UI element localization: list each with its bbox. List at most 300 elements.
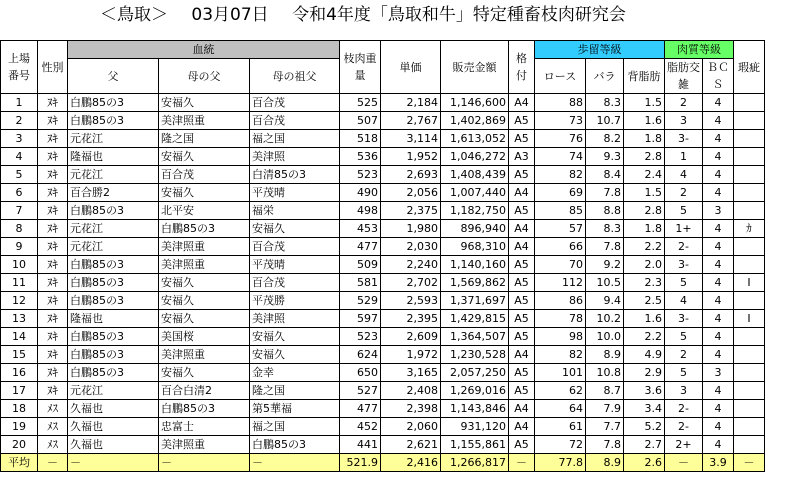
table-cell: 10 xyxy=(1,256,38,274)
table-cell: A5 xyxy=(509,166,535,184)
table-cell: 527 xyxy=(340,382,381,400)
table-cell: A4 xyxy=(509,238,535,256)
table-cell: 2 xyxy=(665,346,703,364)
table-cell: ﾇｷ xyxy=(38,328,68,346)
table-cell: 10.5 xyxy=(586,274,624,292)
table-row xyxy=(1,328,765,346)
table-cell: 1,569,862 xyxy=(441,274,509,292)
table-cell: 1.8 xyxy=(624,220,665,238)
table-cell: 忠富士 xyxy=(159,418,250,436)
table-cell: A5 xyxy=(509,364,535,382)
table-cell: 7.8 xyxy=(586,238,624,256)
table-cell: 白鵬85の3 xyxy=(68,328,159,346)
table-cell: 1,980 xyxy=(381,220,441,238)
table-cell: 2 xyxy=(1,112,38,130)
table-cell: A4 xyxy=(509,418,535,436)
table-cell: 4 xyxy=(703,436,734,454)
table-cell: 2,030 xyxy=(381,238,441,256)
table-row xyxy=(1,202,765,220)
table-cell: 931,120 xyxy=(441,418,509,436)
table-cell: 15 xyxy=(1,346,38,364)
table-cell: 82 xyxy=(535,346,586,364)
table-row xyxy=(1,382,765,400)
table-cell: 安福久 xyxy=(159,274,250,292)
table-cell: I xyxy=(734,310,765,328)
header-quality-group: 肉質等級 xyxy=(665,41,734,59)
table-cell: 14 xyxy=(1,328,38,346)
table-cell: 1.6 xyxy=(624,310,665,328)
table-cell: 3.6 xyxy=(624,382,665,400)
table-cell: 101 xyxy=(535,364,586,382)
table-cell: 477 xyxy=(340,400,381,418)
table-cell: 4 xyxy=(703,382,734,400)
table-cell: 5 xyxy=(665,274,703,292)
table-cell: 久福也 xyxy=(68,400,159,418)
table-cell: ﾇｷ xyxy=(38,274,68,292)
table-cell: 4 xyxy=(703,238,734,256)
table-cell: 2,395 xyxy=(381,310,441,328)
table-cell: 61 xyxy=(535,418,586,436)
table-cell: 7.7 xyxy=(586,418,624,436)
table-cell: 3.4 xyxy=(624,400,665,418)
header-marbling: 脂肪交雑 xyxy=(665,59,703,94)
table-cell: 4 xyxy=(665,166,703,184)
table-cell: 隆福也 xyxy=(68,148,159,166)
table-cell: 98 xyxy=(535,328,586,346)
table-cell: 4 xyxy=(1,148,38,166)
table-cell: 1,408,439 xyxy=(441,166,509,184)
table-cell: 1,402,869 xyxy=(441,112,509,130)
table-cell: 安福久 xyxy=(250,346,340,364)
header-mggf: 母の祖父 xyxy=(250,59,340,94)
table-row xyxy=(1,400,765,418)
table-cell: 美津照重 xyxy=(159,346,250,364)
header-unit-price: 単価 xyxy=(381,41,441,94)
table-cell: 4 xyxy=(703,292,734,310)
header-sex: 性別 xyxy=(38,41,68,94)
table-cell: 1,146,600 xyxy=(441,94,509,112)
table-cell: 477 xyxy=(340,238,381,256)
table-cell: 4 xyxy=(703,256,734,274)
table-cell xyxy=(734,400,765,418)
table-cell: 隆福也 xyxy=(68,310,159,328)
table-cell: 86 xyxy=(535,292,586,310)
table-cell: 441 xyxy=(340,436,381,454)
avg-cell: 2.6 xyxy=(624,454,665,472)
table-cell: 4 xyxy=(703,166,734,184)
table-cell: 968,310 xyxy=(441,238,509,256)
average-row xyxy=(1,454,765,472)
table-row xyxy=(1,94,765,112)
table-cell: 16 xyxy=(1,364,38,382)
table-cell: 久福也 xyxy=(68,436,159,454)
table-cell: 北平安 xyxy=(159,202,250,220)
table-cell: 85 xyxy=(535,202,586,220)
table-cell: 20 xyxy=(1,436,38,454)
table-cell: A5 xyxy=(509,256,535,274)
table-cell: 1 xyxy=(1,94,38,112)
table-cell: ﾇｷ xyxy=(38,166,68,184)
table-cell: 523 xyxy=(340,328,381,346)
avg-cell: 平均 xyxy=(1,454,38,472)
table-cell xyxy=(734,130,765,148)
table-cell: 1,230,528 xyxy=(441,346,509,364)
table-cell: 平茂勝 xyxy=(250,292,340,310)
header-father: 父 xyxy=(68,59,159,94)
table-cell: 隆之国 xyxy=(250,382,340,400)
table-cell: 2,767 xyxy=(381,112,441,130)
table-cell: A4 xyxy=(509,220,535,238)
table-cell: ﾇｷ xyxy=(38,112,68,130)
table-cell: 9.3 xyxy=(586,148,624,166)
table-cell: 8.4 xyxy=(586,166,624,184)
table-cell: 453 xyxy=(340,220,381,238)
table-cell: 7.8 xyxy=(586,436,624,454)
table-cell: 452 xyxy=(340,418,381,436)
avg-cell: － xyxy=(665,454,703,472)
table-cell xyxy=(734,292,765,310)
table-cell xyxy=(734,256,765,274)
table-cell: ﾇｷ xyxy=(38,238,68,256)
table-cell: 1,952 xyxy=(381,148,441,166)
table-cell: ﾒｽ xyxy=(38,436,68,454)
table-cell xyxy=(734,148,765,166)
avg-cell: 3.9 xyxy=(703,454,734,472)
table-cell: 白鵬85の3 xyxy=(68,274,159,292)
table-cell: 11 xyxy=(1,274,38,292)
table-cell: 安福久 xyxy=(159,364,250,382)
table-cell: 美津照 xyxy=(250,310,340,328)
table-cell: 2,056 xyxy=(381,184,441,202)
table-cell: 523 xyxy=(340,166,381,184)
table-cell: 4 xyxy=(703,346,734,364)
table-cell xyxy=(734,418,765,436)
table-cell: 5 xyxy=(665,328,703,346)
table-cell: 7.8 xyxy=(586,184,624,202)
table-cell: 白鵬85の3 xyxy=(68,292,159,310)
table-cell: 9.2 xyxy=(586,256,624,274)
table-row xyxy=(1,310,765,328)
table-cell: 1+ xyxy=(665,220,703,238)
header-defect: 瑕疵 xyxy=(734,41,765,94)
header-yield-group: 歩留等級 xyxy=(535,41,665,59)
table-cell: 8.8 xyxy=(586,202,624,220)
table-cell: 1.5 xyxy=(624,94,665,112)
table-cell: A4 xyxy=(509,94,535,112)
table-row xyxy=(1,220,765,238)
table-cell: ﾇｷ xyxy=(38,184,68,202)
avg-cell: － xyxy=(68,454,159,472)
table-cell: 平茂晴 xyxy=(250,256,340,274)
table-cell: 美津照 xyxy=(250,148,340,166)
table-cell: 4 xyxy=(703,130,734,148)
table-row xyxy=(1,184,765,202)
table-cell: 福栄 xyxy=(250,202,340,220)
table-cell: 3 xyxy=(665,112,703,130)
table-row xyxy=(1,292,765,310)
table-cell: 4.9 xyxy=(624,346,665,364)
table-row xyxy=(1,436,765,454)
avg-cell: 77.8 xyxy=(535,454,586,472)
table-cell: 490 xyxy=(340,184,381,202)
table-cell: 4 xyxy=(703,112,734,130)
table-cell: A5 xyxy=(509,202,535,220)
table-cell: 白鵬85の3 xyxy=(68,256,159,274)
table-cell: 隆之国 xyxy=(159,130,250,148)
table-cell: 安福久 xyxy=(159,94,250,112)
table-cell: 元花江 xyxy=(68,220,159,238)
table-cell: 白鵬85の3 xyxy=(68,112,159,130)
table-cell: 2.2 xyxy=(624,328,665,346)
table-cell: 8.7 xyxy=(586,382,624,400)
table-cell: 4 xyxy=(665,292,703,310)
table-row xyxy=(1,130,765,148)
table-cell: ﾇｷ xyxy=(38,256,68,274)
header-loin: ロース xyxy=(535,59,586,94)
title-event: 令和4年度「鳥取和牛」特定種畜枝肉研究会 xyxy=(292,5,626,25)
table-cell: 元花江 xyxy=(68,382,159,400)
table-cell: 白鵬85の3 xyxy=(159,400,250,418)
table-cell: 白鵬85の3 xyxy=(68,364,159,382)
table-cell: 5 xyxy=(665,364,703,382)
table-cell: 安福久 xyxy=(159,184,250,202)
table-cell: A5 xyxy=(509,436,535,454)
table-cell: 4 xyxy=(703,274,734,292)
table-cell: 2.0 xyxy=(624,256,665,274)
table-cell: 4 xyxy=(703,400,734,418)
table-cell: 4 xyxy=(703,184,734,202)
table-row xyxy=(1,418,765,436)
table-cell: 10.2 xyxy=(586,310,624,328)
table-cell: 7 xyxy=(1,202,38,220)
table-cell: 2.3 xyxy=(624,274,665,292)
table-cell: 百合白清2 xyxy=(159,382,250,400)
table-cell: 安福久 xyxy=(250,220,340,238)
table-cell: 白鵬85の3 xyxy=(68,346,159,364)
table-cell: 518 xyxy=(340,130,381,148)
table-cell: 66 xyxy=(535,238,586,256)
table-cell: A5 xyxy=(509,328,535,346)
table-cell: 1,371,697 xyxy=(441,292,509,310)
header-bcs: ＢＣＳ xyxy=(703,59,734,94)
table-cell xyxy=(734,238,765,256)
table-cell: 10.0 xyxy=(586,328,624,346)
table-cell: 2,593 xyxy=(381,292,441,310)
table-cell xyxy=(734,184,765,202)
table-row xyxy=(1,238,765,256)
table-cell: 650 xyxy=(340,364,381,382)
table-cell: A5 xyxy=(509,292,535,310)
table-cell: 久福也 xyxy=(68,418,159,436)
table-cell: 72 xyxy=(535,436,586,454)
table-cell xyxy=(734,328,765,346)
table-cell: 5.2 xyxy=(624,418,665,436)
table-cell: 3- xyxy=(665,130,703,148)
table-cell: 白鵬85の3 xyxy=(68,94,159,112)
table-cell: 2.4 xyxy=(624,166,665,184)
table-cell: 安福久 xyxy=(250,328,340,346)
table-cell: 7.9 xyxy=(586,400,624,418)
table-cell: 76 xyxy=(535,130,586,148)
table-cell: 624 xyxy=(340,346,381,364)
table-row xyxy=(1,148,765,166)
avg-cell: 521.9 xyxy=(340,454,381,472)
table-cell: 18 xyxy=(1,400,38,418)
table-cell: 8.3 xyxy=(586,94,624,112)
avg-cell: － xyxy=(509,454,535,472)
table-cell: 1,046,272 xyxy=(441,148,509,166)
table-cell: 4 xyxy=(703,148,734,166)
table-cell: 2 xyxy=(665,94,703,112)
table-cell: 4 xyxy=(703,328,734,346)
table-cell: 88 xyxy=(535,94,586,112)
table-cell xyxy=(734,166,765,184)
table-cell: 2.7 xyxy=(624,436,665,454)
table-cell: 4 xyxy=(703,310,734,328)
table-cell: 5 xyxy=(665,202,703,220)
table-cell: 2.8 xyxy=(624,202,665,220)
table-cell: 8.9 xyxy=(586,346,624,364)
header-mgf: 母の父 xyxy=(159,59,250,94)
table-cell: 73 xyxy=(535,112,586,130)
table-cell: 金幸 xyxy=(250,364,340,382)
header-rib: バラ xyxy=(586,59,624,94)
table-cell: 福之国 xyxy=(250,130,340,148)
avg-cell: 8.9 xyxy=(586,454,624,472)
table-cell: 112 xyxy=(535,274,586,292)
table-cell: 2+ xyxy=(665,436,703,454)
page-title xyxy=(0,2,786,28)
table-cell: 元花江 xyxy=(68,166,159,184)
avg-cell: 2,416 xyxy=(381,454,441,472)
table-row xyxy=(1,112,765,130)
table-cell: 2.5 xyxy=(624,292,665,310)
table-cell xyxy=(734,382,765,400)
table-cell: 78 xyxy=(535,310,586,328)
table-cell: 3 xyxy=(703,364,734,382)
table-cell: 2,621 xyxy=(381,436,441,454)
table-cell: 4 xyxy=(703,418,734,436)
table-cell: A5 xyxy=(509,382,535,400)
table-cell: 百合茂 xyxy=(250,274,340,292)
table-row xyxy=(1,364,765,382)
table-cell: 3- xyxy=(665,310,703,328)
table-cell: 1.6 xyxy=(624,112,665,130)
header-sales: 販売金額 xyxy=(441,41,509,94)
table-cell: ﾇｷ xyxy=(38,220,68,238)
table-cell: 2- xyxy=(665,418,703,436)
table-cell: A3 xyxy=(509,148,535,166)
table-cell: 536 xyxy=(340,148,381,166)
table-cell: 581 xyxy=(340,274,381,292)
table-cell: 2 xyxy=(665,184,703,202)
table-cell: 平茂晴 xyxy=(250,184,340,202)
table-cell: 1,007,440 xyxy=(441,184,509,202)
table-cell: 百合茂 xyxy=(250,112,340,130)
table-cell: 64 xyxy=(535,400,586,418)
table-cell: ﾇｷ xyxy=(38,346,68,364)
table-cell: 3,165 xyxy=(381,364,441,382)
table-cell: 1,140,160 xyxy=(441,256,509,274)
table-cell: 百合茂 xyxy=(250,94,340,112)
table-cell: 9 xyxy=(1,238,38,256)
table-cell: 70 xyxy=(535,256,586,274)
table-cell: 2,408 xyxy=(381,382,441,400)
table-row xyxy=(1,166,765,184)
table-cell: 2.8 xyxy=(624,148,665,166)
table-cell: 2,398 xyxy=(381,400,441,418)
table-cell: A5 xyxy=(509,112,535,130)
header-backfat: 背脂肪 xyxy=(624,59,665,94)
table-cell: 1.8 xyxy=(624,130,665,148)
table-cell: 5 xyxy=(1,166,38,184)
table-cell: 525 xyxy=(340,94,381,112)
table-cell: 3,114 xyxy=(381,130,441,148)
table-cell: 1.5 xyxy=(624,184,665,202)
table-cell: 2.9 xyxy=(624,364,665,382)
table-cell: 1 xyxy=(665,148,703,166)
table-cell: 美津照重 xyxy=(159,256,250,274)
avg-cell: 1,266,817 xyxy=(441,454,509,472)
table-cell: 69 xyxy=(535,184,586,202)
table-cell: A4 xyxy=(509,346,535,364)
table-cell: 498 xyxy=(340,202,381,220)
table-cell: 507 xyxy=(340,112,381,130)
table-cell: 2,060 xyxy=(381,418,441,436)
table-cell: 1,182,750 xyxy=(441,202,509,220)
table-cell: 3- xyxy=(665,256,703,274)
table-cell: 2- xyxy=(665,238,703,256)
table-cell: A5 xyxy=(509,130,535,148)
table-cell: 元花江 xyxy=(68,130,159,148)
table-cell: 2,702 xyxy=(381,274,441,292)
table-cell: 福之国 xyxy=(250,418,340,436)
table-cell: 4 xyxy=(703,220,734,238)
avg-cell: － xyxy=(38,454,68,472)
table-cell: 896,940 xyxy=(441,220,509,238)
table-cell: 白鵬85の3 xyxy=(68,202,159,220)
table-cell: 74 xyxy=(535,148,586,166)
title-region: ＜鳥取＞ xyxy=(100,5,168,25)
table-cell: 8.2 xyxy=(586,130,624,148)
table-cell xyxy=(734,436,765,454)
table-cell: 第5華福 xyxy=(250,400,340,418)
table-cell: 10.7 xyxy=(586,112,624,130)
table-cell: 9.4 xyxy=(586,292,624,310)
table-cell: 6 xyxy=(1,184,38,202)
table-cell: 2,057,250 xyxy=(441,364,509,382)
table-cell: 白鵬85の3 xyxy=(250,436,340,454)
header-bloodline: 血統 xyxy=(68,41,340,59)
table-cell: 597 xyxy=(340,310,381,328)
table-cell: 57 xyxy=(535,220,586,238)
table-cell: ﾒｽ xyxy=(38,400,68,418)
table-cell xyxy=(734,202,765,220)
table-cell: 1,143,846 xyxy=(441,400,509,418)
table-cell: 10.8 xyxy=(586,364,624,382)
table-row xyxy=(1,256,765,274)
table-cell: 8 xyxy=(1,220,38,238)
table-cell: 2- xyxy=(665,400,703,418)
table-cell: 百合勝2 xyxy=(68,184,159,202)
table-cell: 安福久 xyxy=(159,148,250,166)
table-cell: 1,155,861 xyxy=(441,436,509,454)
table-cell: 3 xyxy=(1,130,38,148)
table-cell: 19 xyxy=(1,418,38,436)
table-cell: 美津照重 xyxy=(159,436,250,454)
table-cell: 百合茂 xyxy=(250,238,340,256)
table-cell: ﾇｷ xyxy=(38,94,68,112)
